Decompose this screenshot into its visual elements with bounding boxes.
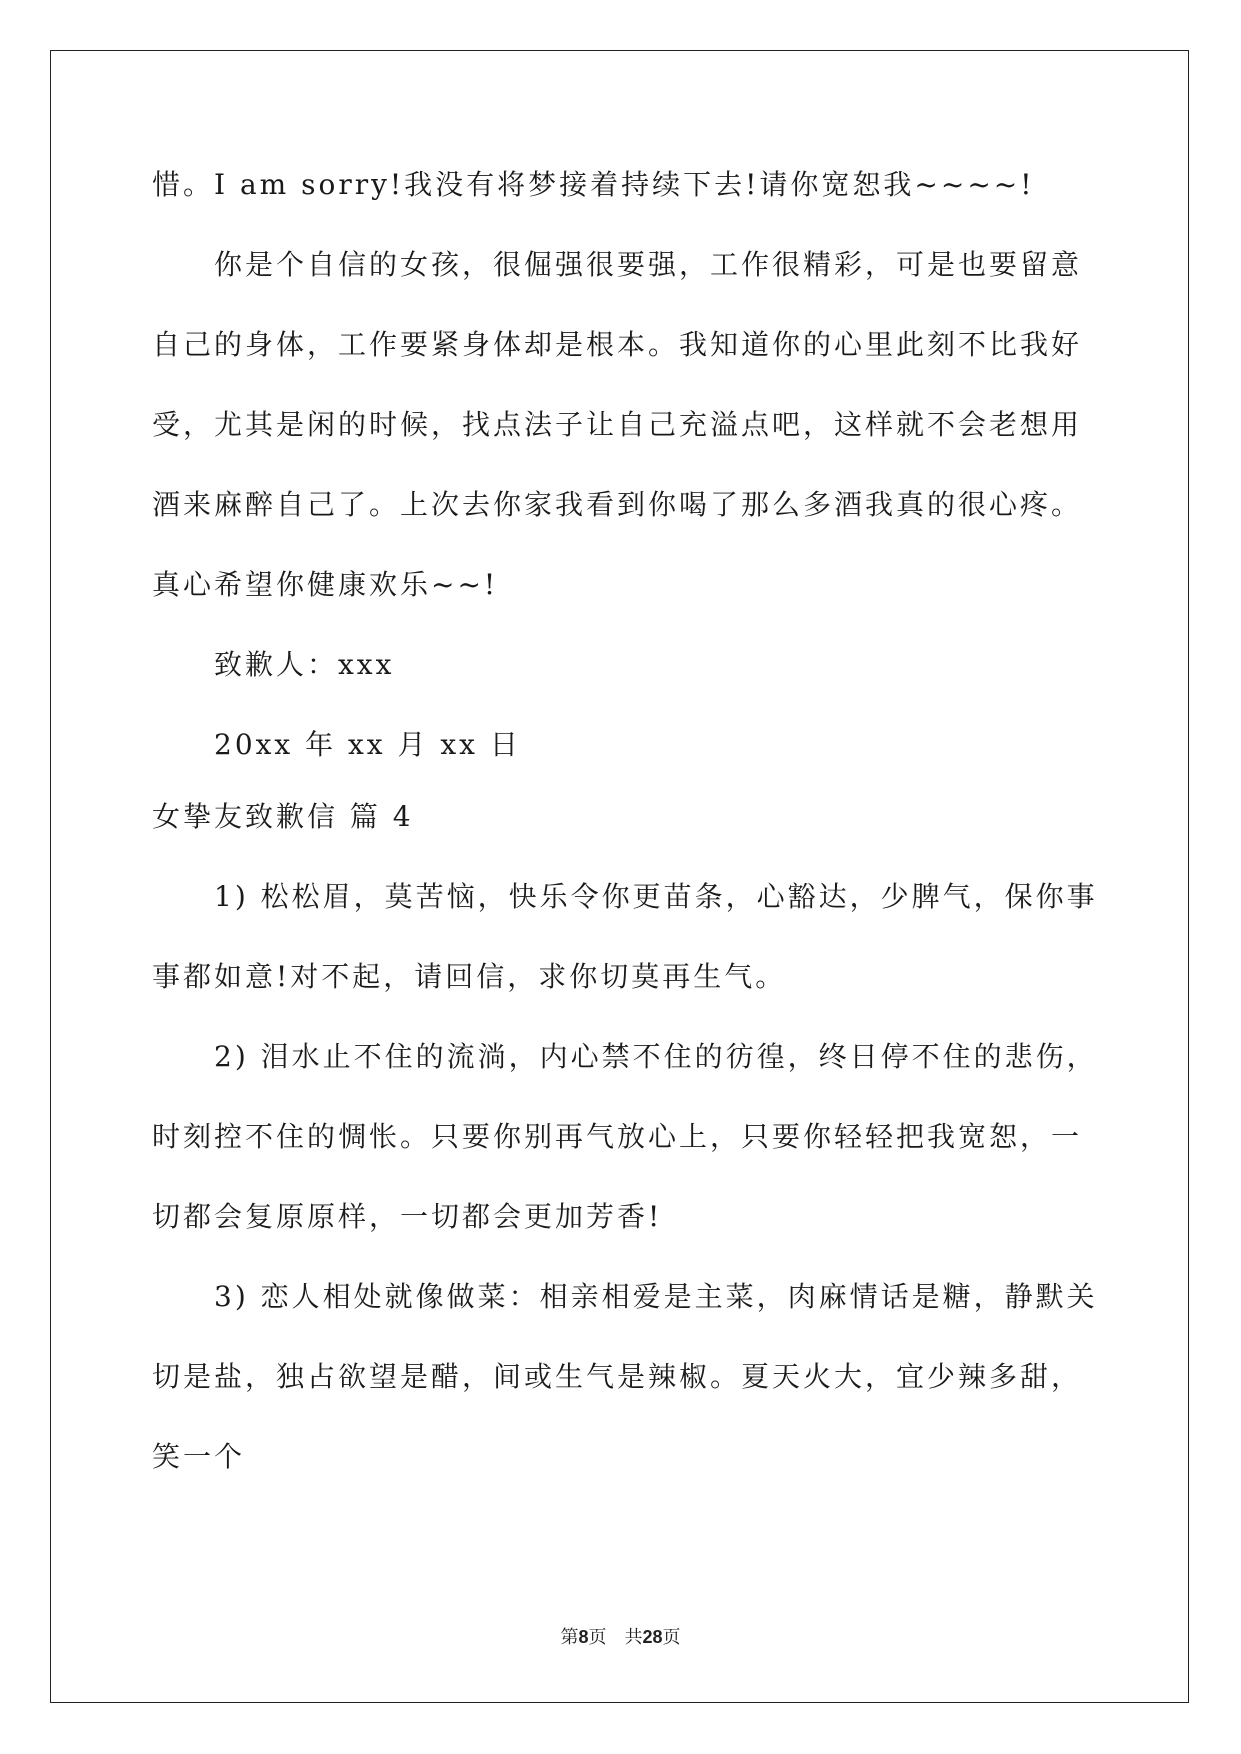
section-heading: 女挚友致歉信 篇 4 — [152, 800, 414, 833]
text-line: 你是个自信的女孩，很倔强很要强，工作很精彩，可是也要留意 — [214, 248, 1083, 281]
total-prefix: 共 — [624, 1627, 643, 1648]
text-line: 时刻控不住的惆怅。只要你别再气放心上，只要你轻轻把我宽恕，一 — [152, 1120, 1083, 1153]
text-line: 3) 恋人相处就像做菜：相亲相爱是主菜，肉麻情话是糖，静默关 — [214, 1280, 1098, 1313]
text-line: 自己的身体，工作要紧身体却是根本。我知道你的心里此刻不比我好 — [152, 328, 1083, 361]
date-line: 20xx 年 xx 月 xx 日 — [214, 728, 521, 761]
page-footer — [0, 1623, 1241, 1649]
text-line: 笑一个 — [152, 1440, 246, 1473]
page-prefix: 第 — [560, 1627, 579, 1648]
total-suffix: 页 — [662, 1627, 681, 1648]
text-line: 切是盐，独占欲望是醋，间或生气是辣椒。夏天火大，宜少辣多甜， — [152, 1360, 1083, 1393]
text-line: 真心希望你健康欢乐~~! — [152, 568, 499, 601]
text-line: 切都会复原原样，一切都会更加芳香! — [152, 1200, 663, 1233]
signature-line: 致歉人：xxx — [214, 648, 395, 681]
text-line: 受，尤其是闲的时候，找点法子让自己充溢点吧，这样就不会老想用 — [152, 408, 1083, 441]
page-suffix: 页 — [588, 1627, 607, 1648]
text-line: 2) 泪水止不住的流淌，内心禁不住的彷徨，终日停不住的悲伤， — [214, 1040, 1098, 1073]
text-line: 1) 松松眉，莫苦恼，快乐令你更苗条，心豁达，少脾气，保你事 — [214, 880, 1098, 913]
text-line: 酒来麻醉自己了。上次去你家我看到你喝了那么多酒我真的很心疼。 — [152, 488, 1083, 521]
page-number: 8 — [578, 1627, 589, 1647]
text-line: 惜。I am sorry!我没有将梦接着持续下去!请你宽恕我~~~~! — [152, 168, 1035, 201]
total-pages: 28 — [642, 1627, 663, 1647]
text-line: 事都如意!对不起，请回信，求你切莫再生气。 — [152, 960, 787, 993]
